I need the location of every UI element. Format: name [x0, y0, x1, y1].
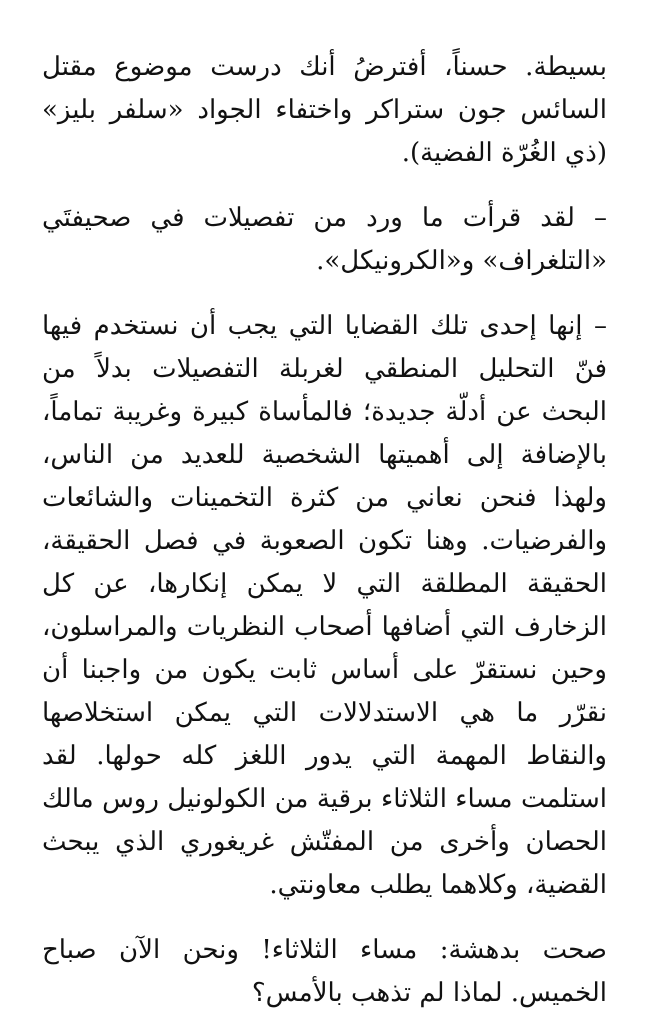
- paragraph-2: – لقد قرأت ما ورد من تفصيلات في صحيفتَي «التلغراف» و«الكرونيكل».: [42, 203, 607, 276]
- paragraph-4: صحت بدهشة: مساء الثلاثاء! ونحن الآن صباح الخميس. لماذا لم تذهب بالأمس؟: [42, 935, 607, 1008]
- paragraph-3: – إنها إحدى تلك القضايا التي يجب أن نستخدم فيها فنّ التحليل المنطقي لغربلة التفصيلات بدلاً من البحث عن أدلّة جديدة؛ فالمأساة كبيرة وغريبة تماماً، بالإضافة إلى أهميتها الشخصية للعديد من الناس، ولهذا فنحن نعاني من كثرة التخمينات والشائعات والفرضيات. وهنا تكون الصعوبة في فصل الحقيقة، الحقيقة المطلقة التي لا يمكن إنكارها، عن كل الزخارف التي أضافها أصحاب النظريات والمراسلون، وحين نستقرّ على أساس ثابت يكون من واجبنا أن نقرّر ما هي الاستدلالات التي يمكن استخلاصها والنقاط المهمة التي يدور اللغز كله حولها. لقد استلمت مساء الثلاثاء برقية من الكولونيل روس مالك الحصان وأخرى من المفتّش غريغوري الذي يبحث القضية، وكلاهما يطلب معاونتي.: [42, 311, 607, 900]
- paragraph-1: بسيطة. حسناً، أفترضُ أنك درست موضوع مقتل السائس جون ستراكر واختفاء الجواد «سلفر بليز» (ذي الغُرّة الفضية).: [42, 52, 607, 168]
